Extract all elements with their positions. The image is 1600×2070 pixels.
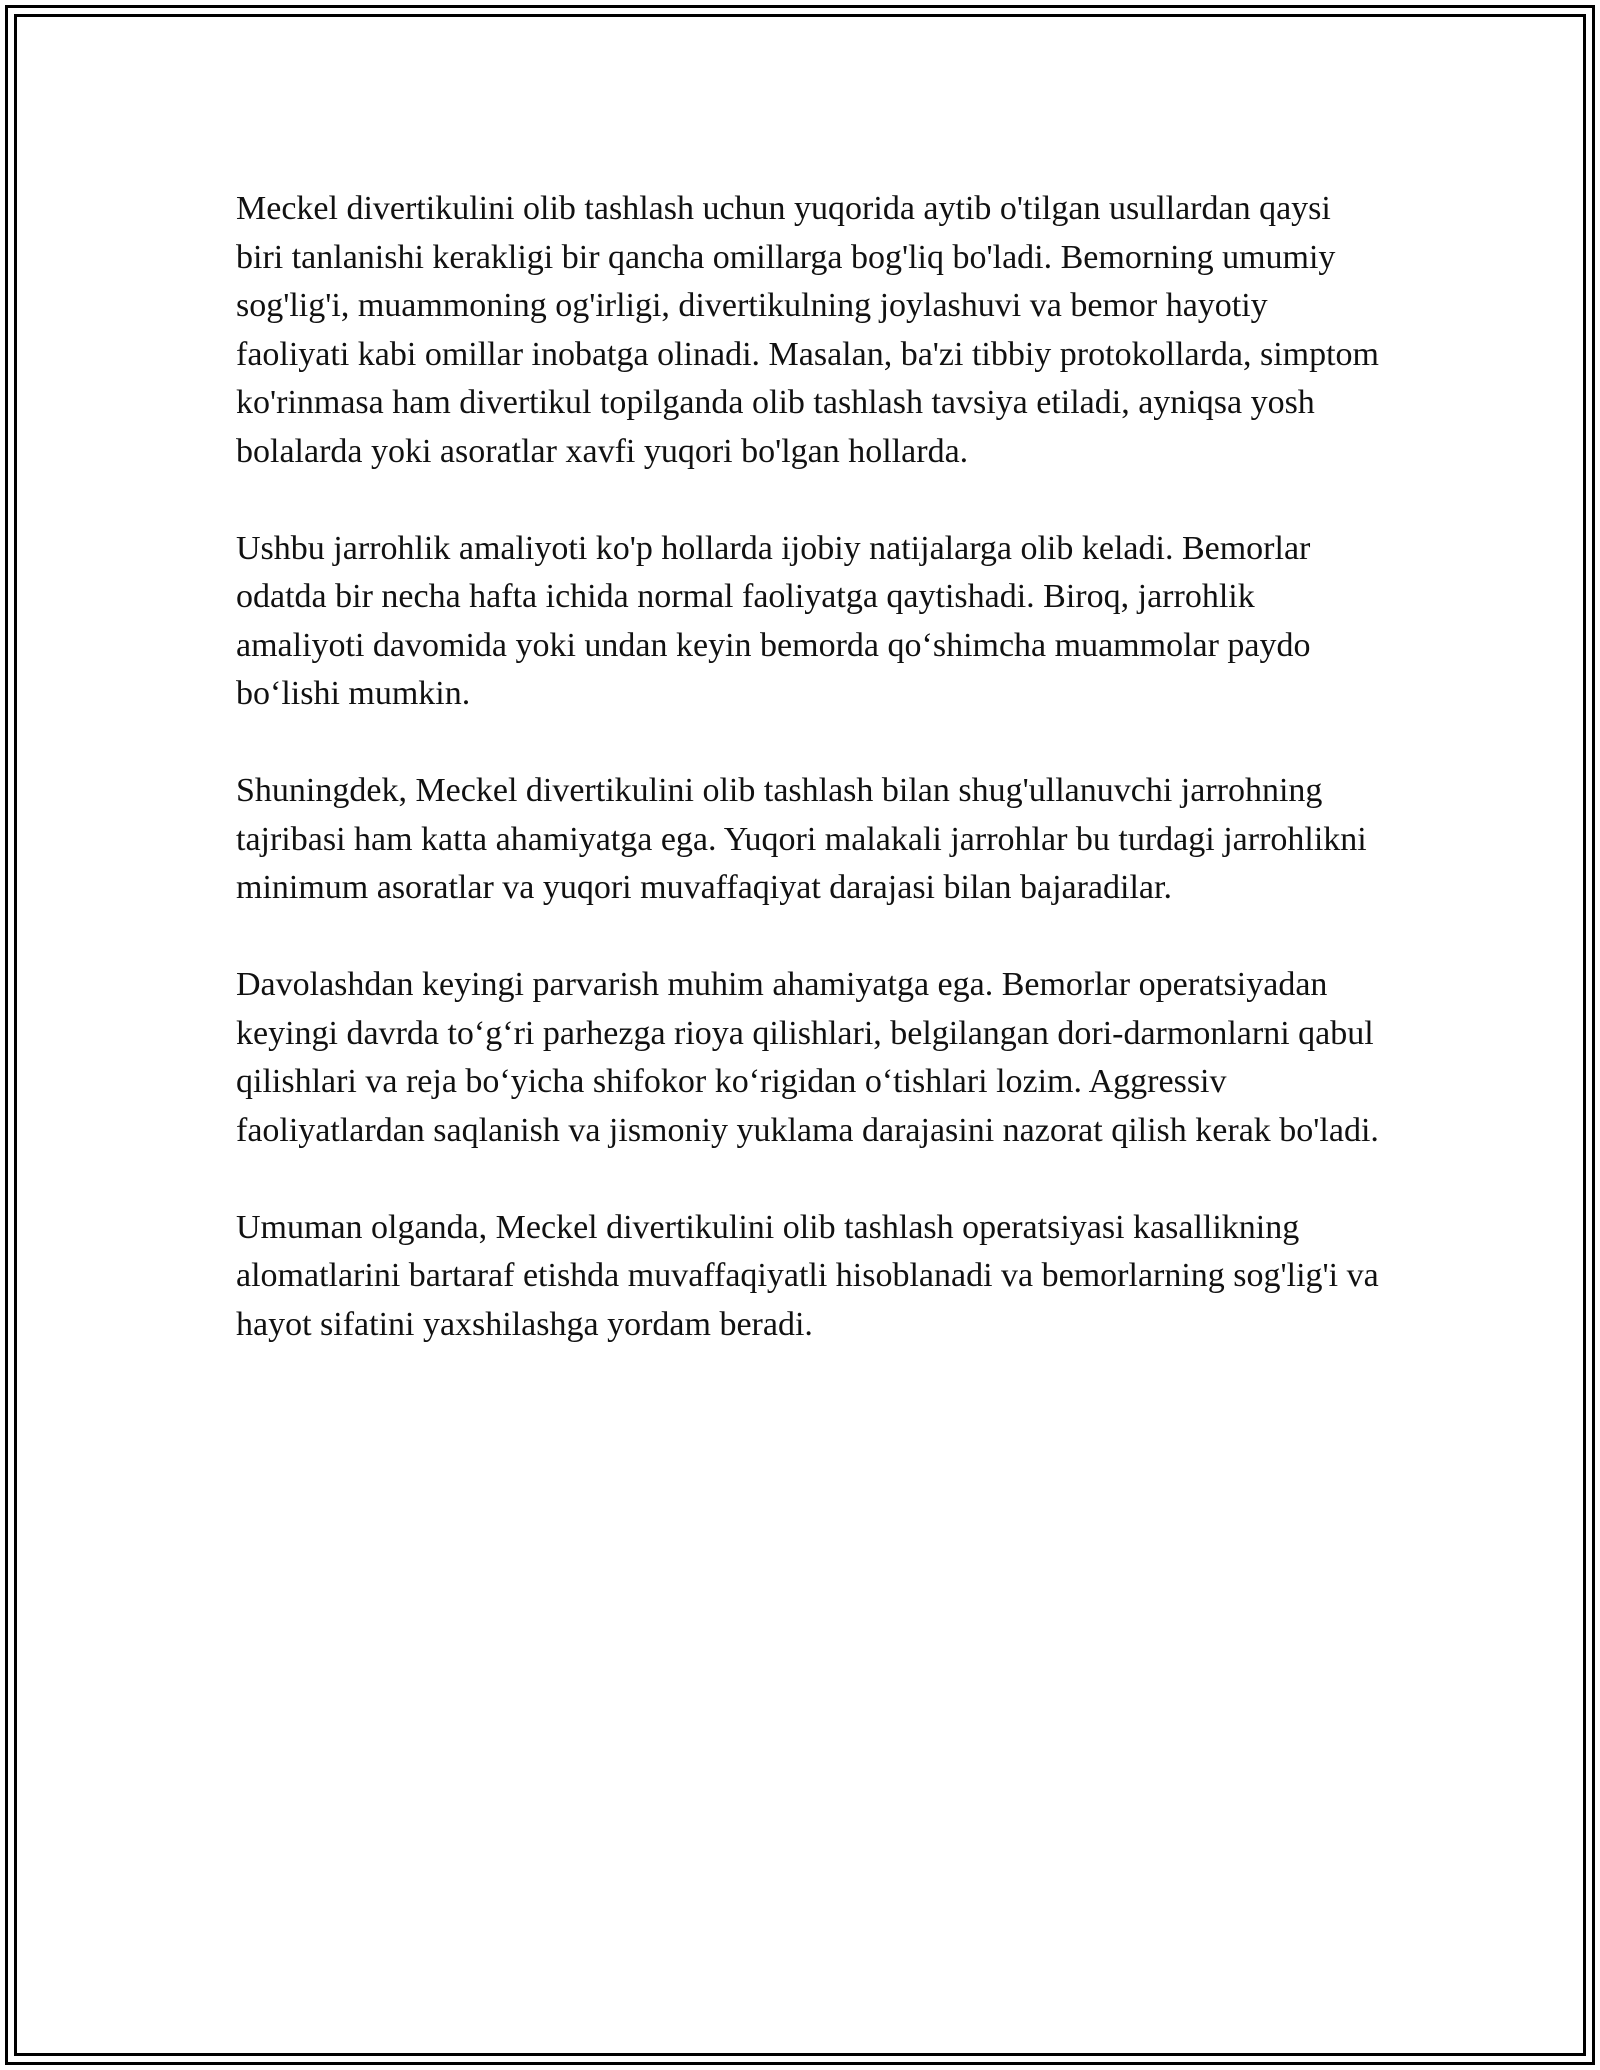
paragraph-2: Ushbu jarrohlik amaliyoti ko'p hollarda ijobiy natijalarga olib keladi. Bemorlar odatda bir necha hafta ichida normal faoliyatga qaytishadi. Biroq, jarrohlik amaliyoti davomida yoki undan keyin bemorda qo‘shimcha muammolar paydo bo‘lishi mumkin. bbox=[236, 529, 1311, 712]
paragraph-1: Meckel divertikulini olib tashlash uchun yuqorida aytib o'tilgan usullardan qaysi biri tanlanishi kerakligi bir qancha omillarga bog'liq bo'ladi. Bemorning umumiy sog'lig'i, muammoning og'irligi, divertikulning joylashuvi va bemor hayotiy faoliyati kabi omillar inobatga olinadi. Masalan, ba'zi tibbiy protokollarda, simptom ko'rinmasa ham divertikul topilganda olib tashlash tavsiya etiladi, ayniqsa yosh bolalarda yoki asoratlar xavfi yuqori bo'lgan hollarda. bbox=[236, 190, 1379, 470]
paragraph-3: Shuningdek, Meckel divertikulini olib tashlash bilan shug'ullanuvchi jarrohning tajribasi ham katta ahamiyatga ega. Yuqori malakali jarrohlar bu turdagi jarrohlikni minimum asoratlar va yuqori muvaffaqiyat darajasi bilan bajaradilar. bbox=[236, 772, 1367, 906]
paragraph-5: Umuman olganda, Meckel divertikulini olib tashlash operatsiyasi kasallikning alomatlarini bartaraf etishda muvaffaqiyatli hisoblanadi va bemorlarning sog'lig'i va hayot sifatini yaxshilashga yordam beradi. bbox=[236, 1208, 1379, 1343]
paragraph-4: Davolashdan keyingi parvarish muhim ahamiyatga ega. Bemorlar operatsiyadan keyingi davrda to‘g‘ri parhezga rioya qilishlari, belgilangan dori-darmonlarni qabul qilishlari va reja bo‘yicha shifokor ko‘rigidan o‘tishlari lozim. Aggressiv faoliyatlardan saqlanish va jismoniy yuklama darajasini nazorat qilish kerak bo'ladi. bbox=[236, 966, 1379, 1149]
document-body bbox=[236, 185, 1386, 1398]
